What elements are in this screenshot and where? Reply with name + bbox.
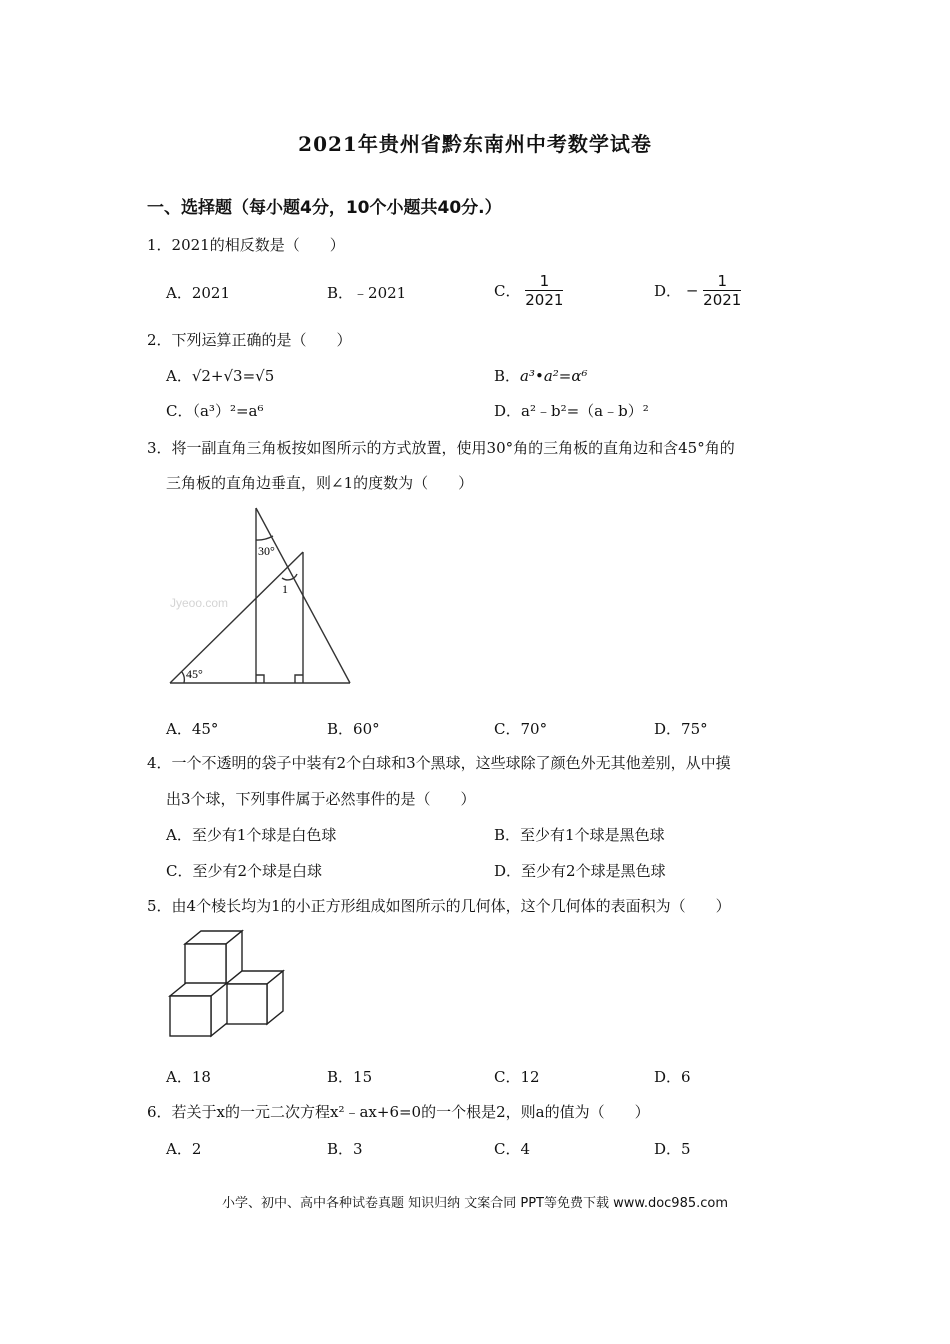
watermark: Jyeoo.com [170, 596, 229, 610]
q1-option-c [494, 272, 563, 309]
q6-stem: 6．若关于x的一元二次方程x²﹣ax+6=0的一个根是2，则a的值为（ ） [147, 1103, 650, 1121]
cubes-figure [165, 926, 293, 1040]
q1-option-d-label: D． [654, 282, 682, 300]
q5-option-d: D．6 [654, 1068, 691, 1086]
q5-option-b: B．15 [327, 1068, 373, 1086]
q1-option-c-fraction [525, 272, 563, 309]
q2-option-d-expr: a²﹣b²=（a﹣b）² [521, 402, 649, 420]
q3-option-d: D．75° [654, 720, 708, 738]
q6-option-d: D．5 [654, 1140, 691, 1158]
q4-option-d: D．至少有2个球是黑色球 [494, 862, 666, 880]
q3-stem-line2: 三角板的直角边垂直，则∠1的度数为（ ） [166, 474, 474, 492]
q2-option-a: A．√2+√3=√5 [166, 367, 275, 385]
q5-stem: 5．由4个棱长均为1的小正方形组成如图所示的几何体，这个几何体的表面积为（ ） [147, 897, 731, 915]
q1-option-d-fraction [703, 272, 741, 309]
angle-1-label: 1 [282, 582, 288, 596]
q1-option-c-label: C． [494, 282, 521, 300]
q3-option-b: B．60° [327, 720, 380, 738]
q6-option-b: B．3 [327, 1140, 363, 1158]
q2-option-c [166, 400, 263, 421]
q2-option-c-label: C． [166, 402, 193, 420]
q6-option-c: C．4 [494, 1140, 531, 1158]
q1-stem: 1．2021的相反数是（ ） [147, 236, 345, 254]
q2-option-d [494, 400, 649, 421]
q5-option-a: A．18 [166, 1068, 211, 1086]
q3-option-a: A．45° [166, 720, 219, 738]
q2-option-b [494, 365, 588, 386]
q4-option-c: C．至少有2个球是白球 [166, 862, 323, 880]
q4-option-a: A．至少有1个球是白色球 [166, 826, 337, 844]
page-title: 2021年贵州省黔东南州中考数学试卷 [298, 132, 652, 156]
fraction-denominator: 2021 [703, 291, 742, 309]
minus-sign: − [685, 281, 699, 300]
q2-option-b-label: B． [494, 367, 521, 385]
triangle-boards-figure [160, 500, 360, 692]
angle-30-label: 30° [258, 544, 275, 558]
angle-45-label: 45° [186, 667, 203, 681]
q4-stem-line2: 出3个球，下列事件属于必然事件的是（ ） [166, 790, 476, 808]
q1-option-b: B．﹣2021 [327, 284, 407, 302]
footer-text: 小学、初中、高中各种试卷真题 知识归纳 文案合同 PPT等免费下载 www.doc985.com [221, 1196, 729, 1211]
q2-option-d-label: D． [494, 402, 522, 420]
q2-option-b-expr: a³•a²=α⁶ [520, 367, 588, 385]
q5-option-c: C．12 [494, 1068, 540, 1086]
fraction-numerator: 1 [703, 272, 741, 291]
q1-option-d [654, 272, 741, 309]
q1-option-a: A．2021 [166, 284, 231, 302]
q4-stem-line1: 4．一个不透明的袋子中装有2个白球和3个黑球，这些球除了颜色外无其他差别，从中摸 [147, 754, 731, 772]
q2-stem: 2．下列运算正确的是（ ） [147, 331, 352, 349]
q4-option-b: B．至少有1个球是黑色球 [494, 826, 665, 844]
q6-option-a: A．2 [166, 1140, 202, 1158]
section-heading: 一、选择题（每小题4分，10个小题共40分.） [147, 198, 502, 218]
fraction-denominator: 2021 [525, 291, 564, 309]
q3-option-c: C．70° [494, 720, 548, 738]
q3-stem-line1: 3．将一副直角三角板按如图所示的方式放置，使用30°角的三角板的直角边和含45°角的 [147, 439, 735, 457]
fraction-numerator: 1 [525, 272, 563, 291]
q2-option-c-expr: （a³）²=a⁶ [192, 402, 264, 420]
